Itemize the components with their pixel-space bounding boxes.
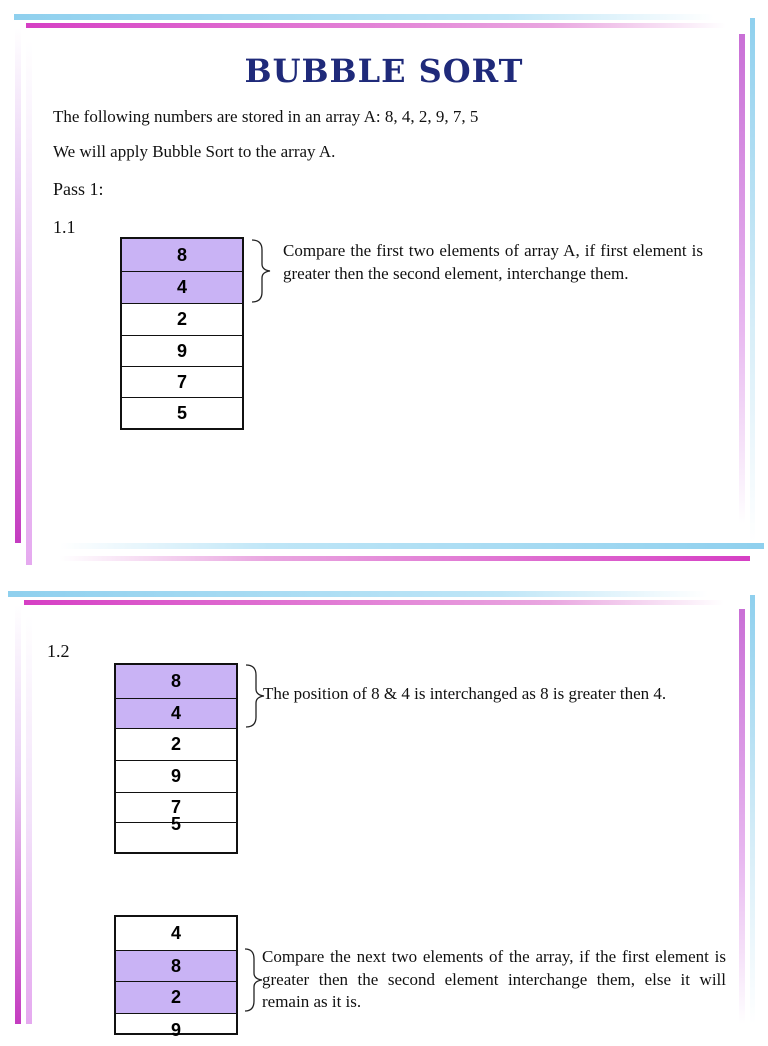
array-cell: 2 xyxy=(116,729,236,761)
left-bar-light xyxy=(26,40,32,565)
array-cell: 7 xyxy=(122,367,242,398)
array-after xyxy=(114,915,238,1040)
array-cell: 7 xyxy=(116,793,236,823)
slide-title: BUBBLE SORT xyxy=(244,52,524,90)
array-cell: 4 xyxy=(122,272,242,304)
step-description: Compare the first two elements of array A, if first element is greater then the second element, interchange them. xyxy=(283,241,703,283)
array-cell: 9 xyxy=(122,336,242,367)
step-label: 1.2 xyxy=(47,641,70,661)
interchange-note: The position of 8 & 4 is interchanged as 8 is greater then 4. xyxy=(263,684,667,703)
top-bar-blue xyxy=(14,14,714,20)
array-cell: 8 xyxy=(122,239,242,272)
right-bar-magenta xyxy=(739,34,745,524)
top-bar-magenta xyxy=(24,600,724,605)
step-label: 1.1 xyxy=(53,217,76,237)
intro-text: The following numbers are stored in an array A: 8, 4, 2, 9, 7, 5 xyxy=(53,107,479,126)
left-bar-magenta xyxy=(15,605,21,1024)
brace-icon xyxy=(250,238,274,304)
right-bar-blue xyxy=(750,595,755,1024)
bottom-bar-magenta xyxy=(60,556,750,561)
right-bar-magenta xyxy=(739,609,745,1024)
left-bar-light xyxy=(26,615,32,1024)
apply-text: We will apply Bubble Sort to the array A. xyxy=(53,142,336,161)
array-cell: 4 xyxy=(116,917,236,951)
right-bar-blue xyxy=(750,18,755,543)
array-cell: 9 xyxy=(170,1019,181,1040)
left-bar-magenta xyxy=(15,28,21,543)
bottom-bar-blue xyxy=(60,543,764,549)
array-cell: 5 xyxy=(170,813,181,834)
array-cell: 9 xyxy=(116,761,236,793)
array-cell: 2 xyxy=(122,304,242,336)
array-cell: 5 xyxy=(176,402,187,423)
top-bar-magenta xyxy=(26,23,726,28)
step-description: Compare the next two elements of the array, if the first element is greater then the second element interchange them, else it will remain as it is. xyxy=(262,947,726,1011)
array-before xyxy=(114,663,238,854)
array-cell: 4 xyxy=(116,699,236,729)
top-bar-blue xyxy=(8,591,708,597)
array-cell: 2 xyxy=(116,982,236,1014)
array-cell: 8 xyxy=(116,665,236,699)
slide-2 xyxy=(0,575,768,1040)
pass-label: Pass 1: xyxy=(53,179,104,199)
array-cell: 8 xyxy=(116,951,236,982)
array-a xyxy=(120,237,244,430)
